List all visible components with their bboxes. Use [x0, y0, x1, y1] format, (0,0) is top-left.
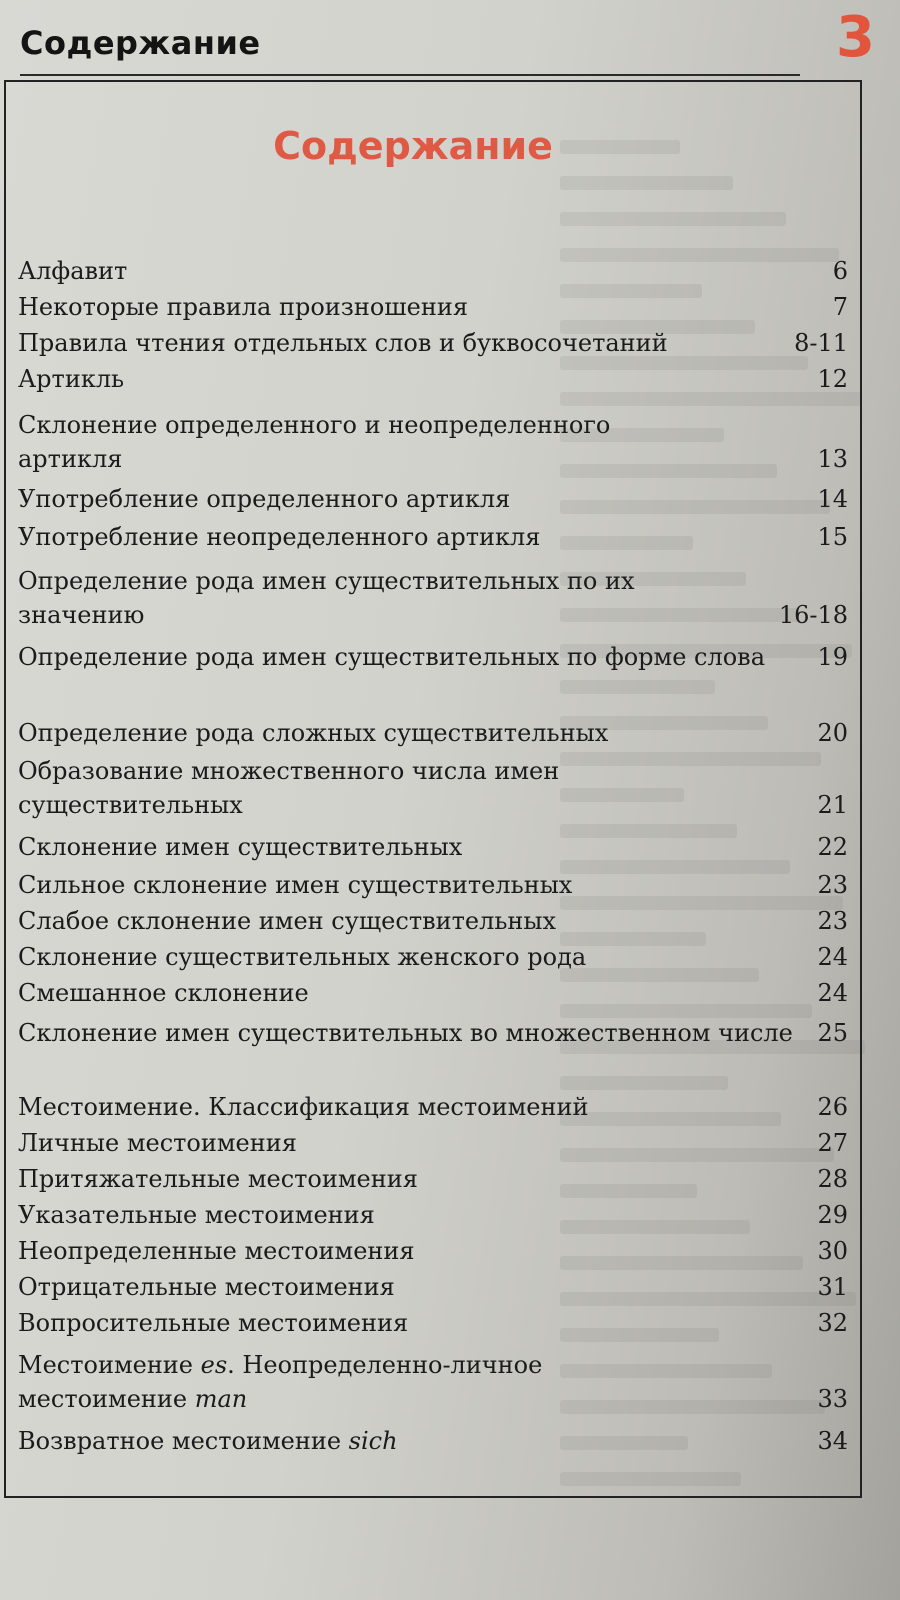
toc-entry-title: Определение рода сложных существительных: [18, 719, 609, 747]
toc-entry: [18, 1270, 848, 1304]
toc-entry-title: Алфавит: [18, 257, 128, 285]
toc-entry: [18, 326, 848, 360]
toc-entry-page: 24: [817, 979, 848, 1007]
toc-entry-title: Притяжательные местоимения: [18, 1165, 418, 1193]
toc-entry-title-part-italic: man: [194, 1385, 248, 1413]
toc-entry: [18, 254, 848, 288]
toc-entry-title: Склонение имен существительных во множественном числе: [18, 1019, 793, 1047]
toc-entry-page: 19: [817, 643, 848, 671]
toc-entry-title: Слабое склонение имен существительных: [18, 907, 557, 935]
toc-entry-title: Вопросительные местоимения: [18, 1309, 409, 1337]
toc-entry: [18, 408, 848, 476]
toc-entry-title-part: . Неопределенно-личное местоимение: [18, 1351, 543, 1413]
toc-entry-page: 14: [817, 485, 848, 513]
toc-entry-title: Определение рода имен существительных по их значению: [18, 567, 635, 629]
toc-entry: [18, 1234, 848, 1268]
toc-entry-page: 34: [817, 1427, 848, 1455]
toc-entry-title: Склонение имен существительных: [18, 833, 463, 861]
toc-entry-page: 12: [817, 365, 848, 393]
running-header-title: Содержание: [20, 24, 261, 62]
toc-entry-page: 29: [817, 1201, 848, 1229]
toc-entry: [18, 904, 848, 938]
toc-entry-page: 27: [817, 1129, 848, 1157]
toc-entry-title: Правила чтения отдельных слов и буквосочетаний: [18, 329, 668, 357]
toc-entry: [18, 830, 848, 864]
toc-entry: [18, 940, 848, 974]
toc-entry-page: 24: [817, 943, 848, 971]
toc-entry: [18, 1348, 848, 1416]
toc-entry-page: 23: [817, 907, 848, 935]
toc-entry-page: 23: [817, 871, 848, 899]
running-header: [20, 22, 800, 76]
toc-entry-page: 21: [817, 791, 848, 819]
toc-entry: [18, 1198, 848, 1232]
toc-entry-title: [18, 1424, 778, 1458]
toc-entry-title: Сильное склонение имен существительных: [18, 871, 573, 899]
toc-entry-page: 20: [817, 719, 848, 747]
toc-entry-page: 30: [817, 1237, 848, 1265]
toc-entry-title: Указательные местоимения: [18, 1201, 375, 1229]
page-number: 3: [836, 5, 875, 70]
toc-entry-title: Употребление определенного артикля: [18, 485, 511, 513]
toc-entry-page: 26: [817, 1093, 848, 1121]
toc-entry-page: 28: [817, 1165, 848, 1193]
toc-entry: [18, 1090, 848, 1124]
toc-entry-title: Образование множественного числа имен существительных: [18, 757, 560, 819]
toc-entry-page: 25: [817, 1019, 848, 1047]
toc-entry-page: 31: [817, 1273, 848, 1301]
toc-entry-title: Личные местоимения: [18, 1129, 297, 1157]
toc-list: [6, 82, 860, 1496]
toc-entry-title: Склонение определенного и неопределенного артикля: [18, 411, 611, 473]
toc-entry: [18, 976, 848, 1010]
toc-entry: [18, 1016, 848, 1050]
toc-entry: [18, 716, 848, 750]
toc-entry-page: 32: [817, 1309, 848, 1337]
toc-entry-title: Некоторые правила произношения: [18, 293, 468, 321]
toc-entry-page: 6: [832, 257, 848, 285]
toc-entry: [18, 754, 848, 822]
toc-entry: [18, 1306, 848, 1340]
toc-entry-title-part: Возвратное местоимение: [18, 1427, 349, 1455]
toc-entry-title: Местоимение. Классификация местоимений: [18, 1093, 589, 1121]
toc-entry: [18, 868, 848, 902]
toc-entry: [18, 482, 848, 516]
toc-entry-title: Отрицательные местоимения: [18, 1273, 395, 1301]
toc-entry-page: 7: [832, 293, 848, 321]
toc-entry-title: Неопределенные местоимения: [18, 1237, 415, 1265]
toc-entry-title: Употребление неопределенного артикля: [18, 523, 541, 551]
toc-entry-title: Артикль: [18, 365, 125, 393]
toc-entry-page: 16-18: [778, 601, 848, 629]
toc-entry: [18, 1126, 848, 1160]
toc-entry-title: Склонение существительных женского рода: [18, 943, 587, 971]
toc-entry-title: Смешанное склонение: [18, 979, 309, 1007]
toc-entry-title-part: Местоимение: [18, 1351, 201, 1379]
toc-entry-title: [18, 1348, 638, 1416]
toc-entry-title-part-italic: es: [200, 1351, 228, 1379]
toc-entry: [18, 520, 848, 554]
toc-entry: [18, 1424, 848, 1458]
toc-entry-page: 8-11: [794, 329, 848, 357]
toc-entry-page: 22: [817, 833, 848, 861]
toc-entry-page: 33: [817, 1385, 848, 1413]
toc-entry: [18, 564, 848, 632]
table-of-contents-frame: [4, 80, 862, 1498]
toc-entry: [18, 1162, 848, 1196]
toc-entry-page: 15: [817, 523, 848, 551]
toc-entry-page: 13: [817, 445, 848, 473]
toc-heading: Содержание: [273, 124, 553, 168]
toc-entry: [18, 640, 848, 674]
toc-entry: [18, 362, 848, 396]
toc-entry-title-part-italic: sich: [348, 1427, 398, 1455]
toc-entry-title: Определение рода имен существительных по форме слова: [18, 643, 765, 671]
toc-entry: [18, 290, 848, 324]
